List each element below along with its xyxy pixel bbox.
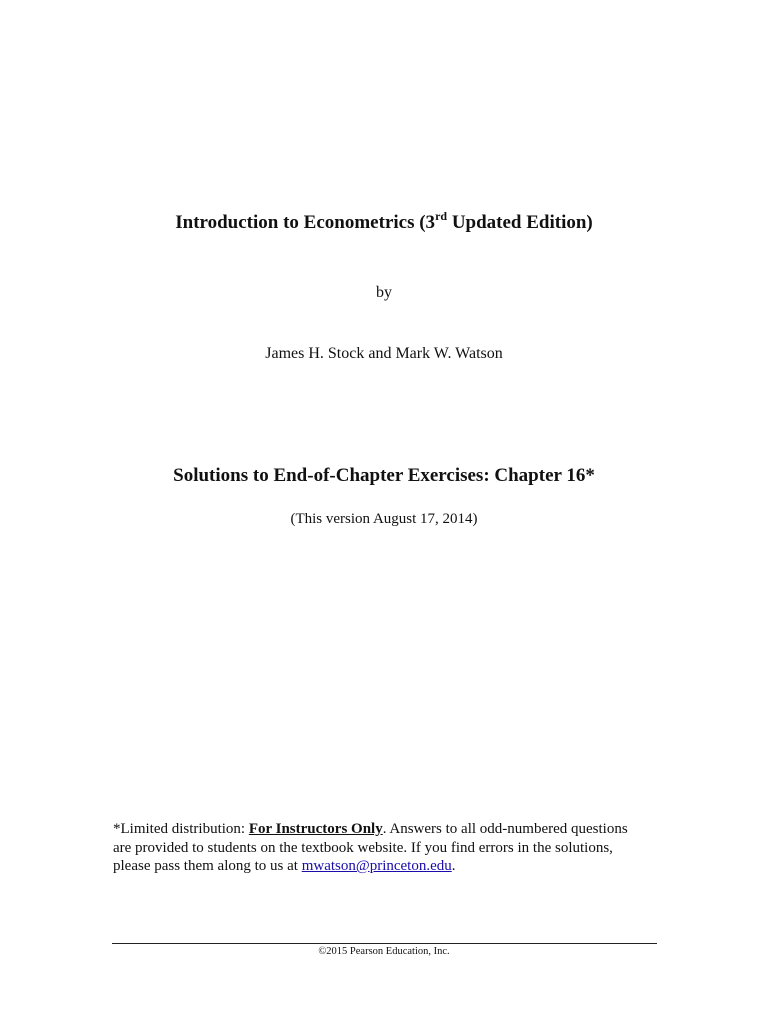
- note-line-3-prefix: please pass them along to us at: [113, 858, 302, 874]
- email-link[interactable]: mwatson@princeton.edu: [301, 858, 452, 874]
- document-title: [0, 209, 768, 234]
- by-line: by: [376, 284, 392, 301]
- distribution-note: [113, 820, 673, 876]
- note-line-3-suffix: .: [451, 858, 456, 874]
- instructors-only-emphasis: For Instructors Only: [248, 821, 383, 837]
- note-line-2: are provided to students on the textbook website. If you find errors in the solutions,: [113, 839, 613, 856]
- note-line-1: [113, 820, 673, 839]
- note-line-3: [113, 857, 673, 876]
- version-date: (This version August 17, 2014): [290, 511, 478, 527]
- note-line-1-suffix: . Answers to all odd-numbered questions: [382, 821, 628, 837]
- title-main-text: Introduction to Econometrics (3: [175, 212, 436, 233]
- note-prefix: *Limited distribution:: [113, 821, 249, 837]
- document-subtitle: Solutions to End-of-Chapter Exercises: Chapter 16*: [173, 465, 595, 486]
- footer-divider: [112, 943, 657, 944]
- copyright-notice: ©2015 Pearson Education, Inc.: [318, 946, 450, 957]
- authors: James H. Stock and Mark W. Watson: [265, 345, 503, 362]
- title-superscript: rd: [435, 209, 448, 223]
- title-suffix-text: Updated Edition): [447, 212, 593, 233]
